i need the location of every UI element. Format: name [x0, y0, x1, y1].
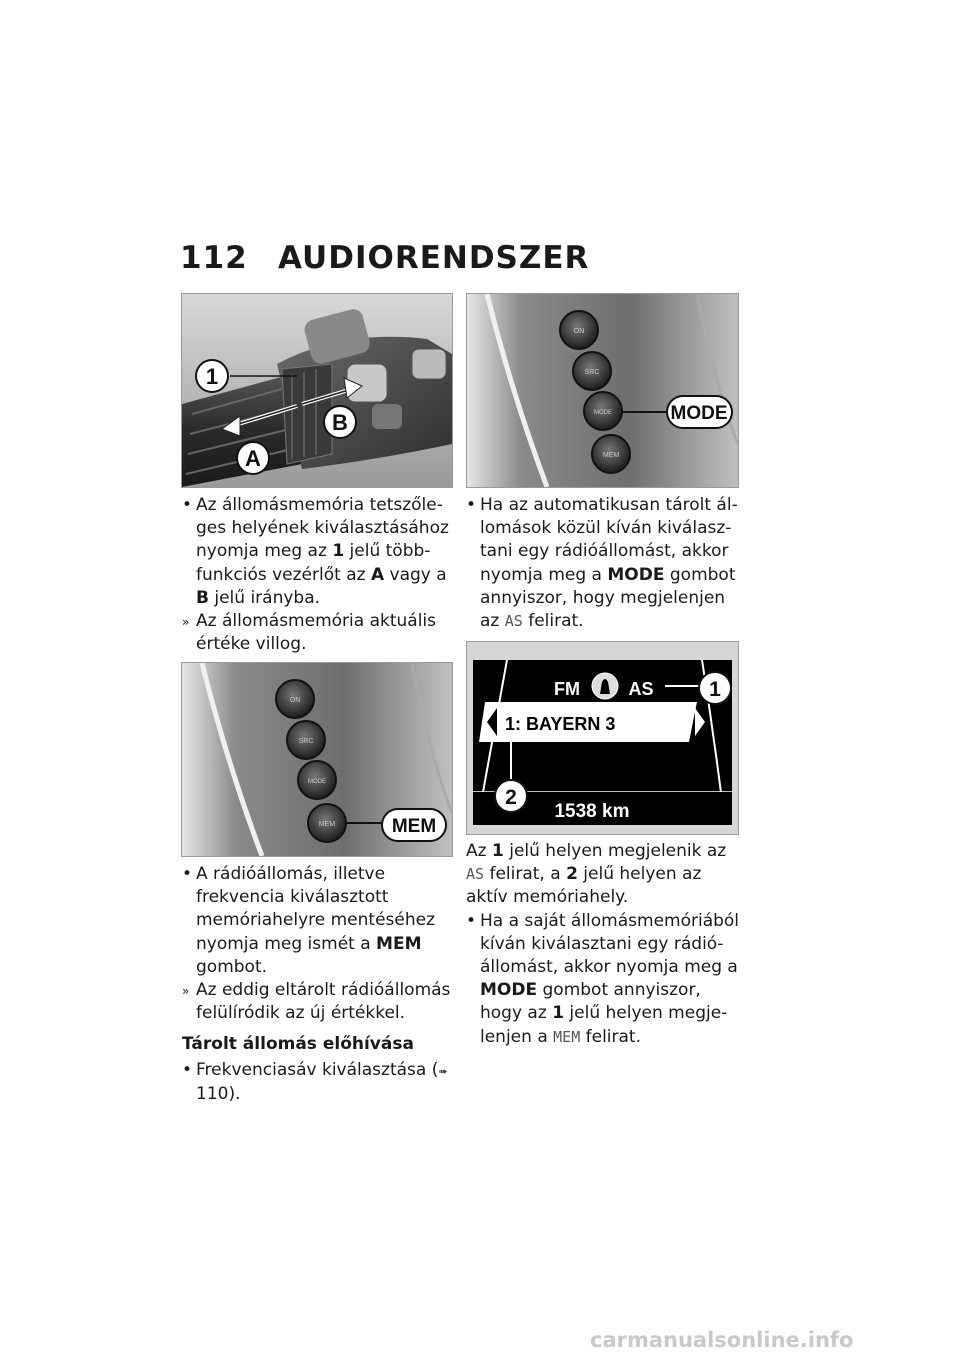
btn-on-label: ON — [573, 328, 585, 335]
bullet-icon: • — [466, 910, 477, 931]
display-station: 1: BAYERN 3 — [505, 714, 616, 734]
text: gombot annyiszor, hogy megjelenjen az — [480, 564, 736, 632]
paragraph — [466, 840, 741, 910]
display-label-2: 2 — [505, 786, 517, 809]
text: gombot. — [196, 956, 268, 977]
list-item — [466, 494, 741, 633]
display-distance: 1538 km — [554, 801, 630, 822]
mode-label: MODE — [480, 980, 538, 1001]
text: ). — [228, 1083, 241, 1104]
page-header — [180, 240, 589, 276]
as-label: AS — [466, 865, 485, 884]
page-number: 112 — [180, 240, 248, 276]
btn-src-label: SRC — [584, 369, 600, 376]
figure-label-1: 1 — [205, 364, 219, 389]
label-1: 1 — [552, 1003, 565, 1024]
figure-label-a: A — [245, 446, 261, 471]
page-title: AUDIORENDSZER — [278, 240, 590, 276]
list-item — [182, 1059, 457, 1106]
label-b: B — [196, 587, 209, 608]
display-as: AS — [628, 679, 654, 699]
mem-label: MEM — [376, 933, 422, 954]
right-column-upper — [466, 494, 741, 633]
right-column-lower — [466, 840, 741, 1049]
text: felirat. — [522, 611, 584, 632]
text: felirat, a — [484, 864, 567, 885]
list-item — [182, 863, 457, 979]
label-1: 1 — [332, 541, 345, 562]
mode-callout: MODE — [670, 403, 728, 424]
label-1: 1 — [491, 841, 504, 861]
text: Frekvenciasáv kiválasztása ( — [196, 1059, 439, 1080]
btn-mode-label: MODE — [308, 779, 326, 785]
bullet-icon: • — [182, 1059, 193, 1080]
label-a: A — [370, 564, 385, 585]
bullet-icon: • — [466, 495, 477, 515]
bullet-icon: • — [182, 864, 193, 884]
left-column-upper — [182, 494, 457, 656]
result-icon: » — [182, 615, 190, 630]
text: jelű helyen megjelenjen a — [480, 1003, 728, 1047]
mem-label: MEM — [553, 1027, 581, 1046]
text: jelű helyen megjelenik az — [503, 841, 727, 861]
btn-on-label: ON — [289, 697, 301, 704]
text: Ha a saját állomásmemóriából kíván kiválasztani egy rádióállomást, akkor nyomja meg a — [480, 910, 740, 978]
text: Az állomásmemória aktuális értéke villog. — [196, 611, 436, 655]
btn-mem-label: MEM — [602, 452, 620, 459]
text: jelű helyen az aktív memóriahely. — [466, 864, 702, 908]
handlebar-figure — [181, 293, 453, 488]
display-figure — [466, 641, 739, 835]
mem-buttons-figure — [181, 662, 453, 857]
text: jelű irányba. — [208, 587, 321, 608]
ref-arrow-icon: ➠ — [438, 1064, 448, 1078]
text: Az — [466, 841, 492, 861]
text: Az állomásmemória tetszőleges helyének kiválasztásához nyomja meg az — [196, 495, 449, 562]
btn-mode-label: MODE — [594, 410, 612, 416]
text: Az eddig eltárolt rádióállomás felülíródik az új értékkel. — [196, 980, 451, 1024]
result-icon: » — [182, 984, 190, 999]
left-column-lower — [182, 863, 457, 1106]
btn-mem-label: MEM — [318, 821, 336, 828]
as-label: AS — [504, 612, 523, 631]
mode-label: MODE — [607, 564, 665, 585]
section-title: Tárolt állomás előhívása — [182, 1034, 414, 1055]
text: jelű többfunkciós vezérlőt az — [196, 541, 431, 585]
figure-label-b: B — [332, 410, 348, 435]
list-item — [182, 494, 457, 610]
text: Ha az automatikusan tárolt állomások közül kíván kiválasztani egy rádióállomást, akkor nyomja meg a — [480, 495, 738, 585]
footer-watermark: carmanualsonline.info — [590, 1328, 854, 1352]
label-2: 2 — [566, 864, 578, 885]
text: vagy a — [384, 564, 447, 585]
bullet-icon: • — [182, 495, 193, 515]
mode-buttons-figure — [466, 293, 739, 488]
text: felirat. — [580, 1026, 642, 1047]
btn-src-label: SRC — [298, 738, 314, 745]
result-item — [182, 610, 457, 656]
list-item — [466, 910, 741, 1049]
result-item — [182, 979, 457, 1025]
page-ref-link[interactable]: 110 — [196, 1083, 229, 1104]
text: gombot annyiszor, hogy az — [480, 980, 701, 1024]
display-band: FM — [554, 679, 580, 699]
display-label-1: 1 — [709, 678, 721, 701]
mem-callout: MEM — [391, 816, 437, 837]
text: A rádióállomás, illetve frekvencia kiválasztott memóriahelyre mentéséhez nyomja meg ismét a — [196, 864, 435, 954]
